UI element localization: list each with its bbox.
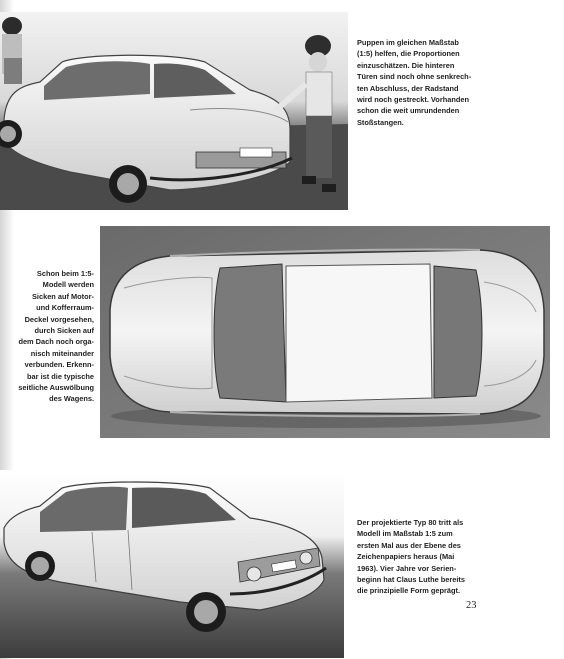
caption-top: Puppen im gleichen Maßstab (1:5) helfen, die Proportionen einzuschätzen. Die hinteren Türen sind noch ohne senkrech- ten Abschluss, der Radstand wird noch gestreckt. Vorhanden schon die weit umrundenden Stoßstangen.: [357, 38, 472, 127]
photo-model-rear-with-dolls: [0, 12, 348, 210]
caption-bottom: Der projektierte Typ 80 tritt als Modell im Maßstab 1:5 zum ersten Mal aus der Ebene des Zeichenpapiers heraus (Mai 1963). Vier Jahre vor Serien- beginn hat Claus Luthe bereits die prinzipielle Form geprägt.: [357, 518, 465, 596]
photo-model-front-view: [0, 470, 344, 658]
photo-model-top-view: [100, 226, 550, 438]
page-number: 23: [466, 600, 477, 611]
caption-middle: Schon beim 1:5- Modell werden Sicken auf Motor- und Kofferraum- Deckel vorgesehen, durch Sicken auf dem Dach noch orga- nisch miteinander verbunden. Erkenn- bar ist die typische seitliche Auswölbung des Wagens.: [18, 269, 94, 404]
